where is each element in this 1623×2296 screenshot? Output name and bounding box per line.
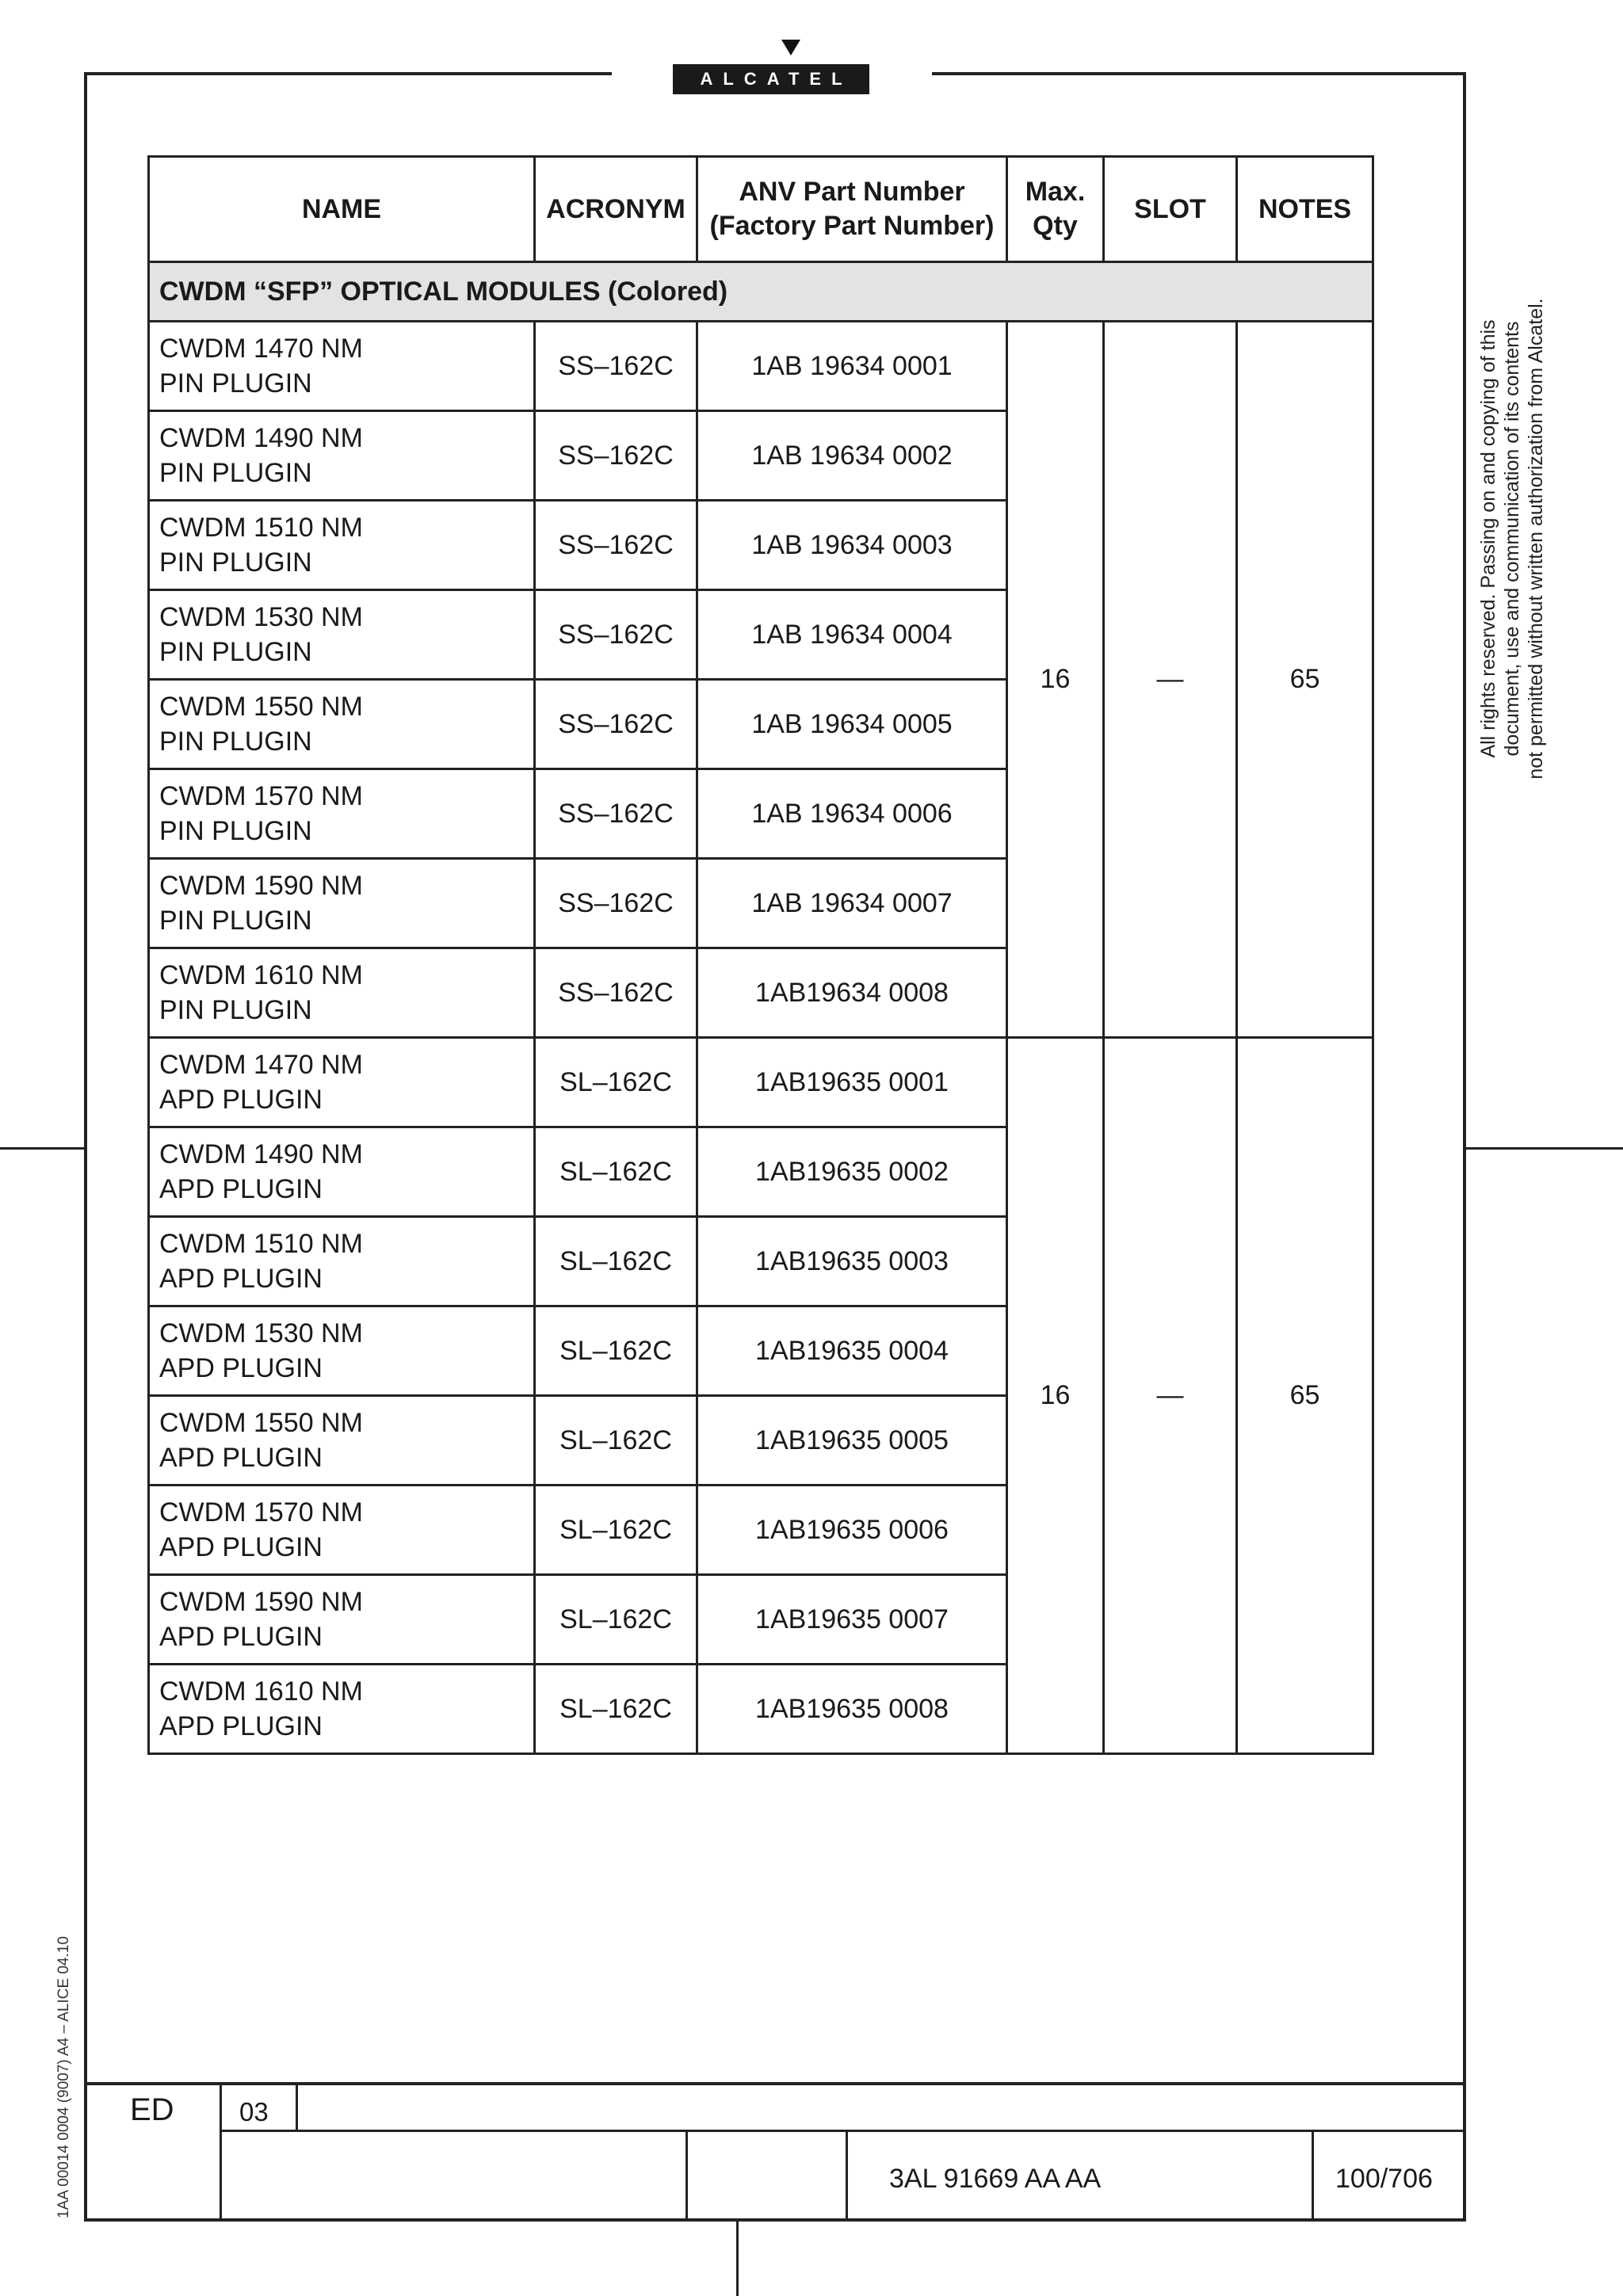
cell-acronym: SS–162C <box>535 859 697 948</box>
cell-name <box>149 411 535 501</box>
name-line-1: CWDM 1490 NM <box>159 1139 363 1169</box>
name-line-1: CWDM 1610 NM <box>159 1676 363 1707</box>
name-line-2: PIN PLUGIN <box>159 816 312 846</box>
title-block-mid-line <box>220 2130 1466 2132</box>
cell-acronym: SL–162C <box>535 1575 697 1665</box>
cell-part-number: 1AB 19634 0007 <box>697 859 1007 948</box>
cell-part-number: 1AB 19634 0003 <box>697 501 1007 590</box>
name-line-2: PIN PLUGIN <box>159 637 312 667</box>
title-block-divider-5 <box>1312 2130 1314 2222</box>
frame-top-right <box>932 72 1466 75</box>
cell-acronym: SS–162C <box>535 322 697 411</box>
cell-name <box>149 1038 535 1127</box>
header-notes: NOTES <box>1237 157 1373 262</box>
cell-part-number: 1AB 19634 0005 <box>697 680 1007 769</box>
cell-acronym: SL–162C <box>535 1665 697 1754</box>
cell-acronym: SS–162C <box>535 590 697 680</box>
name-line-2: APD PLUGIN <box>159 1711 323 1741</box>
cell-name <box>149 1396 535 1486</box>
fold-mark-left <box>0 1147 84 1150</box>
name-line-1: CWDM 1510 NM <box>159 1229 363 1259</box>
cell-acronym: SS–162C <box>535 680 697 769</box>
cell-acronym: SL–162C <box>535 1127 697 1217</box>
table-row <box>149 322 1373 411</box>
cell-notes: 65 <box>1237 1038 1373 1754</box>
cell-name <box>149 501 535 590</box>
name-line-2: PIN PLUGIN <box>159 458 312 488</box>
name-line-1: CWDM 1550 NM <box>159 1408 363 1438</box>
name-line-2: APD PLUGIN <box>159 1264 323 1294</box>
name-line-1: CWDM 1610 NM <box>159 960 363 990</box>
name-line-2: PIN PLUGIN <box>159 727 312 757</box>
cell-notes: 65 <box>1237 322 1373 1038</box>
cell-name <box>149 769 535 859</box>
name-line-1: CWDM 1590 NM <box>159 1587 363 1617</box>
name-line-2: APD PLUGIN <box>159 1443 323 1473</box>
cell-acronym: SL–162C <box>535 1217 697 1306</box>
cell-part-number: 1AB19635 0003 <box>697 1217 1007 1306</box>
cell-part-number: 1AB19635 0007 <box>697 1575 1007 1665</box>
cell-slot: — <box>1104 322 1237 1038</box>
copyright-line-1: All rights reserved. Passing on and copying of this <box>1477 319 1499 758</box>
cell-part-number: 1AB 19634 0006 <box>697 769 1007 859</box>
header-qty-line2: Qty <box>1033 211 1078 241</box>
document-number: 3AL 91669 AA AA <box>889 2164 1102 2194</box>
cell-acronym: SS–162C <box>535 501 697 590</box>
frame-left-edge <box>84 72 87 2222</box>
header-slot: SLOT <box>1104 157 1237 262</box>
name-line-1: CWDM 1530 NM <box>159 1318 363 1348</box>
header-max-qty <box>1007 157 1104 262</box>
name-line-1: CWDM 1470 NM <box>159 334 363 364</box>
table-header-row <box>149 157 1373 262</box>
title-block-bottom-line <box>84 2218 1466 2222</box>
name-line-1: CWDM 1470 NM <box>159 1050 363 1080</box>
cell-acronym: SS–162C <box>535 769 697 859</box>
name-line-1: CWDM 1490 NM <box>159 423 363 453</box>
name-line-2: PIN PLUGIN <box>159 547 312 578</box>
cell-name <box>149 1575 535 1665</box>
name-line-2: PIN PLUGIN <box>159 368 312 399</box>
cell-acronym: SL–162C <box>535 1306 697 1396</box>
cell-part-number: 1AB 19634 0004 <box>697 590 1007 680</box>
name-line-1: CWDM 1530 NM <box>159 602 363 632</box>
cell-acronym: SL–162C <box>535 1396 697 1486</box>
name-line-1: CWDM 1590 NM <box>159 871 363 901</box>
edition-value: 03 <box>239 2097 269 2126</box>
cell-part-number: 1AB19635 0005 <box>697 1396 1007 1486</box>
name-line-2: APD PLUGIN <box>159 1353 323 1383</box>
title-block-divider-4 <box>846 2130 848 2222</box>
cell-name <box>149 322 535 411</box>
cell-part-number: 1AB19635 0002 <box>697 1127 1007 1217</box>
fold-mark-right <box>1466 1147 1623 1150</box>
title-block-divider-2 <box>296 2082 298 2131</box>
name-line-2: APD PLUGIN <box>159 1085 323 1115</box>
name-line-2: APD PLUGIN <box>159 1174 323 1204</box>
cell-part-number: 1AB19635 0004 <box>697 1306 1007 1396</box>
parts-table <box>147 155 1374 1755</box>
page-number: 100/706 <box>1335 2164 1433 2194</box>
cell-part-number: 1AB 19634 0001 <box>697 322 1007 411</box>
name-line-1: CWDM 1510 NM <box>159 513 363 543</box>
name-line-2: PIN PLUGIN <box>159 906 312 936</box>
cell-name <box>149 1486 535 1575</box>
cell-part-number: 1AB 19634 0002 <box>697 411 1007 501</box>
cell-max-qty: 16 <box>1007 322 1104 1038</box>
frame-top-left <box>84 72 612 75</box>
title-block-divider-3 <box>685 2130 688 2222</box>
cell-part-number: 1AB19635 0001 <box>697 1038 1007 1127</box>
header-part-line2: (Factory Part Number) <box>709 211 995 241</box>
cell-acronym: SL–162C <box>535 1038 697 1127</box>
cell-max-qty: 16 <box>1007 1038 1104 1754</box>
title-block-divider-1 <box>220 2082 222 2222</box>
name-line-1: CWDM 1570 NM <box>159 1497 363 1527</box>
fold-mark-bottom <box>736 2222 739 2296</box>
title-block-top-line <box>84 2082 1466 2085</box>
name-line-1: CWDM 1570 NM <box>159 781 363 811</box>
copyright-line-3: not permitted without written authorization from Alcatel. <box>1525 298 1547 780</box>
cell-acronym: SS–162C <box>535 411 697 501</box>
name-line-2: PIN PLUGIN <box>159 995 312 1025</box>
header-part-number <box>697 157 1007 262</box>
cell-part-number: 1AB19635 0008 <box>697 1665 1007 1754</box>
cell-acronym: SS–162C <box>535 948 697 1038</box>
copyright-notice <box>1476 269 1548 808</box>
cell-slot: — <box>1104 1038 1237 1754</box>
table-row <box>149 1038 1373 1127</box>
form-code: 1AA 00014 0004 (9007) A4 – ALICE 04.10 <box>55 1936 72 2218</box>
cell-name <box>149 590 535 680</box>
alcatel-logo <box>673 40 911 93</box>
cell-part-number: 1AB19634 0008 <box>697 948 1007 1038</box>
header-name: NAME <box>149 157 535 262</box>
logo-triangle-icon <box>781 40 800 55</box>
cell-name <box>149 859 535 948</box>
cell-name <box>149 1665 535 1754</box>
cell-name <box>149 1127 535 1217</box>
header-acronym: ACRONYM <box>535 157 697 262</box>
name-line-2: APD PLUGIN <box>159 1532 323 1562</box>
cell-name <box>149 948 535 1038</box>
copyright-line-2: document, use and communication of its contents <box>1501 321 1523 757</box>
name-line-1: CWDM 1550 NM <box>159 692 363 722</box>
header-part-line1: ANV Part Number <box>739 177 965 207</box>
name-line-2: APD PLUGIN <box>159 1622 323 1652</box>
cell-part-number: 1AB19635 0006 <box>697 1486 1007 1575</box>
section-title: CWDM “SFP” OPTICAL MODULES (Colored) <box>149 262 1373 322</box>
cell-acronym: SL–162C <box>535 1486 697 1575</box>
cell-name <box>149 1306 535 1396</box>
logo-text: ALCATEL <box>673 64 869 94</box>
header-qty-line1: Max. <box>1025 177 1086 207</box>
section-row <box>149 262 1373 322</box>
cell-name <box>149 680 535 769</box>
cell-name <box>149 1217 535 1306</box>
edition-label: ED <box>130 2092 174 2127</box>
